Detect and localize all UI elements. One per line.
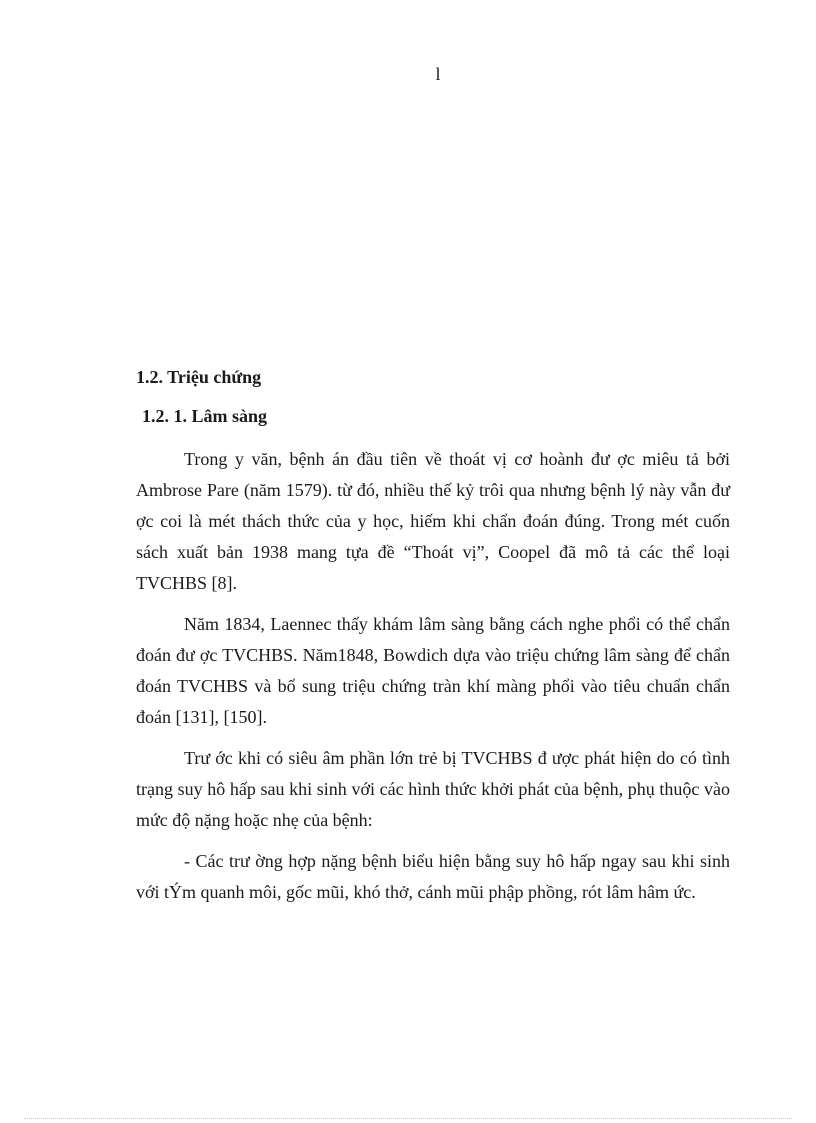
paragraph-history: Trong y văn, bệnh án đầu tiên về thoát vị cơ hoành đư ợc miêu tả bởi Ambrose Pare (năm 1579). từ đó, nhiều thế kỷ trôi qua nhưng bệnh lý này vẫn đư ợc coi là mét thách thức của y học, hiếm khi chẩn đoán đúng. Trong mét cuốn sách xuất bản 1938 mang tựa đề “Thoát vị”, Coopel đã mô tả các thể loại TVCHBS [8]. [136, 449, 730, 593]
subsection-heading: 1.2. 1. Lâm sàng [142, 406, 268, 426]
paragraph-severe-cases: - Các trư ờng hợp nặng bệnh biểu hiện bằng suy hô hấp ngay sau khi sinh với tÝm quanh môi, gốc mũi, khó thở, cánh mũi phập phồng, rót lâm hâm ức. [136, 851, 730, 902]
paragraph-laennec: Năm 1834, Laennec thấy khám lâm sàng bằng cách nghe phổi có thể chẩn đoán đư ợc TVCHBS. Năm1848, Bowdich dựa vào triệu chứng lâm sàng để chẩn đoán TVCHBS và bổ sung triệu chứng tràn khí màng phổi vào tiêu chuẩn chẩn đoán [131], [150]. [136, 614, 730, 727]
document-body [136, 364, 730, 908]
page-bottom-divider [24, 1118, 792, 1119]
section-heading: 1.2. Triệu chứng [136, 367, 262, 387]
paragraph-presentation: Trư ớc khi có siêu âm phần lớn trẻ bị TVCHBS đ ược phát hiện do có tình trạng suy hô hấp sau khi sinh với các hình thức khởi phát của bệnh, phụ thuộc vào mức độ nặng hoặc nhẹ của bệnh: [136, 748, 730, 830]
page-number: l [435, 64, 441, 84]
